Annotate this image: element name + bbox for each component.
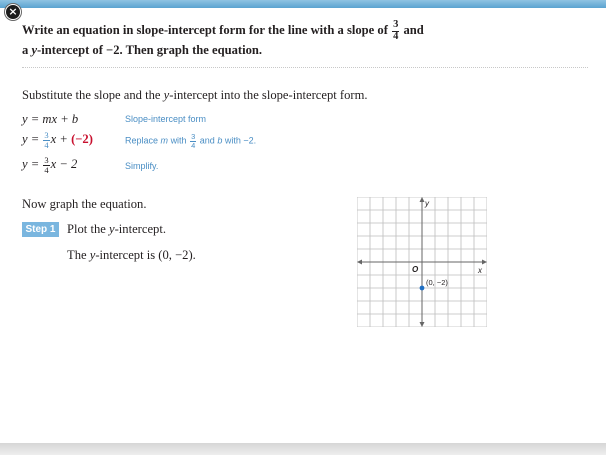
equation-3-note: Simplify. [125,161,159,171]
bottom-bar [0,443,606,455]
equation-2: y = $\frac{3}{4}$ x + (−2) [22,130,93,150]
y-axis-arrow-up [420,197,425,202]
step-1-text: Plot the y-intercept. [67,222,166,236]
y-intercept-point [420,286,425,291]
divider [22,67,588,68]
x-axis-arrow-right [482,260,487,265]
equation-3: y = $\frac{3}{4}$ x − 2 [22,155,78,175]
substitute-text: Substitute the slope and the y-intercept into the slope-intercept form. [22,88,368,102]
x-axis-arrow-left [357,260,362,265]
y-axis-label: y [425,199,429,208]
point-label: (0, −2) [426,278,448,287]
equation-2-note: Replace m with $\frac{3}{4}$ and b with −2. [125,132,257,150]
problem-text: -intercept of −2. Then graph the equation. [37,43,263,57]
problem-statement [22,20,582,58]
step-1-detail: The y-intercept is (0, −2). [67,248,196,262]
coordinate-graph [357,197,487,327]
problem-text: and [403,22,424,37]
problem-text: a [22,43,29,57]
close-icon[interactable]: × [5,4,21,20]
problem-text: Write an equation in slope-intercept form for the line with a slope of [22,22,388,37]
y-axis-arrow-down [420,322,425,327]
slope-fraction: $\frac{3}{4}$ [393,19,399,42]
equation-1: y = mx + b [22,112,79,126]
top-bar [0,0,606,8]
now-graph-text: Now graph the equation. [22,197,147,211]
substituted-intercept: (−2) [71,132,93,146]
origin-label: O [412,265,419,274]
equation-1-note: Slope-intercept form [125,114,207,124]
y-variable: y [31,43,38,57]
step-1-badge: Step 1 [22,222,59,237]
x-axis-label: x [478,266,482,275]
